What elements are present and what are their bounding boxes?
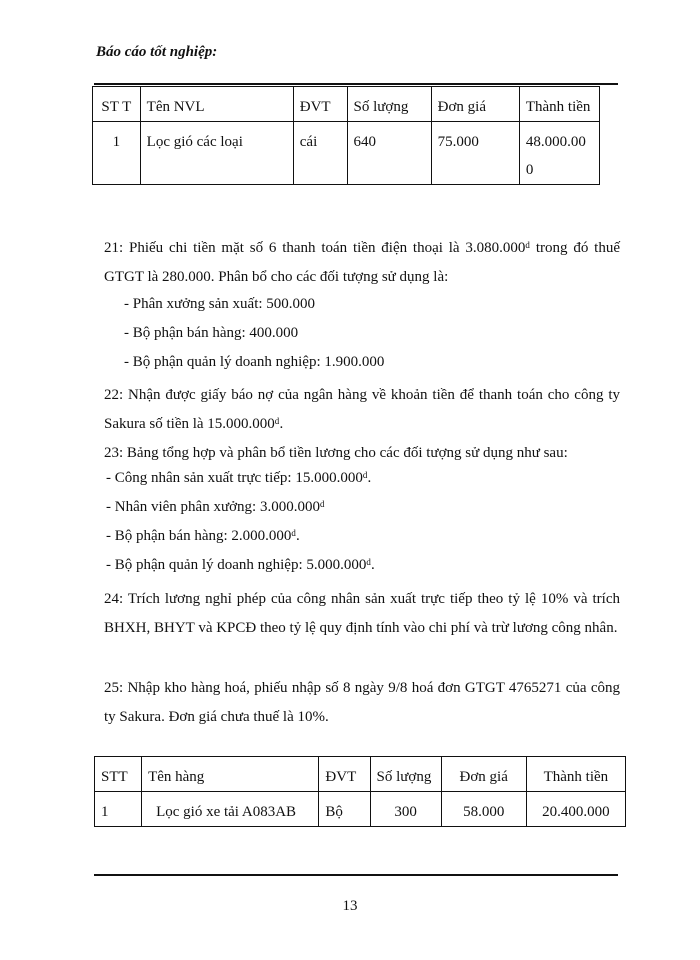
item-23-c: - Bộ phận bán hàng: 2.000.000ᵈ. [106,528,300,544]
col-header-unit: ĐVT [293,87,347,122]
material-table [92,86,600,185]
col-header-name: Tên NVL [140,87,293,122]
col-header-qty: Số lượng [370,757,441,792]
cell-stt: 1 [93,122,141,185]
cell-qty: 640 [347,122,431,185]
cell-price: 75.000 [431,122,519,185]
item-21-c: - Bộ phận quản lý doanh nghiệp: 1.900.000 [124,354,385,370]
cell-qty: 300 [370,792,441,827]
cell-name: Lọc gió các loại [140,122,293,185]
item-21: 21: Phiếu chi tiền mặt số 6 thanh toán tiền điện thoại là 3.080.000ᵈ trong đó thuế GTGT là 280.000. Phân bổ cho các đối tượng sử dụng là: [104,240,620,285]
page-number: 13 [342,898,358,914]
cell-price: 58.000 [441,792,526,827]
item-23-a: - Công nhân sản xuất trực tiếp: 15.000.000ᵈ. [106,470,372,486]
table-row [93,122,600,185]
cell-total: 20.400.000 [526,792,625,827]
col-header-unit: ĐVT [319,757,370,792]
goods-table [94,756,626,827]
cell-total: 48.000.000 [519,122,599,185]
header-rule [94,83,618,85]
col-header-total: Thành tiền [526,757,625,792]
table-header-row [95,757,626,792]
col-header-price: Đơn giá [441,757,526,792]
cell-stt: 1 [95,792,142,827]
table-row [95,792,626,827]
cell-unit: Bộ [319,792,370,827]
col-header-qty: Số lượng [347,87,431,122]
cell-unit: cái [293,122,347,185]
footer-rule [94,874,618,876]
item-23-d: - Bộ phận quản lý doanh nghiệp: 5.000.000ᵈ. [106,557,375,573]
col-header-stt: ST T [93,87,141,122]
col-header-name: Tên hàng [142,757,319,792]
item-21-a: - Phân xưởng sản xuất: 500.000 [124,296,316,312]
item-25: 25: Nhập kho hàng hoá, phiếu nhập số 8 ngày 9/8 hoá đơn GTGT 4765271 của công ty Sakura. Đơn giá chưa thuế là 10%. [104,680,620,725]
item-23: 23: Bảng tổng hợp và phân bổ tiền lương cho các đối tượng sử dụng như sau: [104,445,568,461]
table-header-row [93,87,600,122]
item-21-b: - Bộ phận bán hàng: 400.000 [124,325,299,341]
col-header-total: Thành tiền [519,87,599,122]
col-header-price: Đơn giá [431,87,519,122]
item-23-b: - Nhân viên phân xưởng: 3.000.000ᵈ [106,499,325,515]
item-24: 24: Trích lương nghỉ phép của công nhân sản xuất trực tiếp theo tỷ lệ 10% và trích BHXH, BHYT và KPCĐ theo tỷ lệ quy định tính vào chi phí và trừ lương công nhân. [104,591,620,636]
item-22: 22: Nhận được giấy báo nợ của ngân hàng về khoản tiền để thanh toán cho công ty Sakura số tiền là 15.000.000ᵈ. [104,387,620,432]
cell-name: Lọc gió xe tải A083AB [142,792,319,827]
report-header: Báo cáo tốt nghiệp: [96,44,218,60]
col-header-stt: STT [95,757,142,792]
